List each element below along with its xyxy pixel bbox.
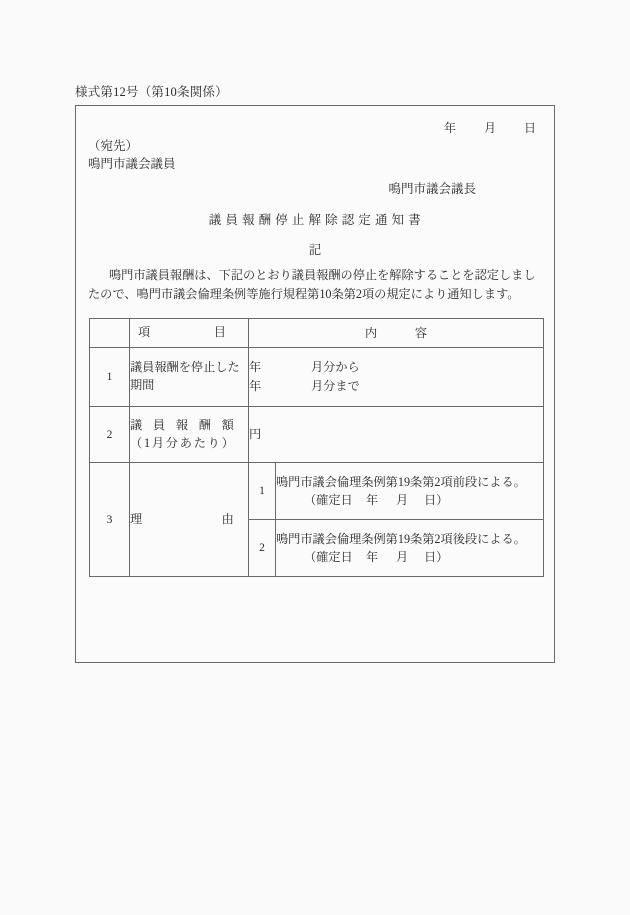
row-2-content [249,407,544,463]
row-3-number: 3 [90,463,130,577]
row-1-content [249,348,544,407]
table-row-1 [90,348,544,407]
table-row-3 [90,463,544,520]
row-1-period-from [249,358,543,377]
table-header-content-label: 内容 [365,325,427,340]
document-title: 議 員 報 酬 停 止 解 除 認 定 通 知 書 [208,213,422,227]
row-2-item-line-2: （1月分あたり） [130,435,234,450]
ki-marker: 記 [308,243,322,257]
row-1-year-to: 年 [249,379,262,393]
row-1-year-from: 年 [249,360,262,375]
addressee-name: 鳴門市議会議員 [88,157,176,172]
row-2-item-line-1: 議員報酬額 [130,417,234,432]
form-number-label: 様式第12号（第10条関係） [75,85,228,99]
body-paragraph-line-2: 鳴門市議会倫理条例等施行規程第10条第2項の規定により通知します。 [136,286,520,301]
table-header-item [130,319,249,348]
row-3-subrow-1-date [276,491,543,509]
row-3-subrow-2-year: 年 [366,550,379,564]
row-1-period-to [249,377,543,396]
row-3-subrow-1-date-label: （確定日 [304,493,353,507]
addressee-block [88,137,176,173]
row-3-subrow-1-day: 日） [424,493,449,507]
table-row-2 [90,407,544,463]
row-1-item-line-2: 期間 [130,378,155,392]
row-3-subrow-2-number: 2 [249,520,276,577]
table-header-no [90,319,130,348]
row-3-subrow-1-month: 月 [396,493,409,507]
date-year-label: 年 [443,121,456,135]
row-3-subrow-2-reason: 鳴門市議会倫理条例第19条第2項後段による。 [276,531,526,546]
body-paragraph [88,266,544,304]
date-day-label: 日 [523,121,536,135]
row-3-subrow-2-date-label: （確定日 [304,550,353,564]
row-1-month-from: 月分から [311,360,360,375]
row-3-item [130,463,249,577]
row-2-currency-unit: 円 [249,427,262,442]
issuer-name: 鳴門市議会議長 [388,182,476,196]
table-header-item-label: 項目 [138,325,226,340]
row-1-number: 1 [90,348,130,407]
form-frame [75,105,555,663]
row-3-subrow-2-day: 日） [424,550,449,564]
row-3-item-label: 理由 [130,511,234,526]
row-3-subrow-1-reason: 鳴門市議会倫理条例第19条第2項前段による。 [276,474,526,489]
notification-table [89,318,544,577]
row-3-subrow-1-content [276,463,544,520]
row-3-subrow-2-date [276,548,543,566]
row-3-subrow-2-content [276,520,544,577]
row-2-number: 2 [90,407,130,463]
row-3-subrow-2-month: 月 [396,550,409,564]
row-1-month-to: 月分まで [311,379,360,393]
date-month-label: 月 [483,121,496,135]
row-2-item [130,407,249,463]
addressee-label: （宛先） [88,139,139,153]
row-3-subrow-1-year: 年 [366,493,379,507]
body-paragraph-line-1: 鳴門市議員報酬は、下記のとおり議員報酬の停止を解除することを認定しましたので、 [88,268,536,301]
date-line [444,119,536,136]
table-header-row [90,319,544,348]
row-1-item [130,348,249,407]
row-3-subrow-1-number: 1 [249,463,276,520]
row-1-item-line-1: 議員報酬を停止した [130,360,240,375]
table-header-content [249,319,544,348]
